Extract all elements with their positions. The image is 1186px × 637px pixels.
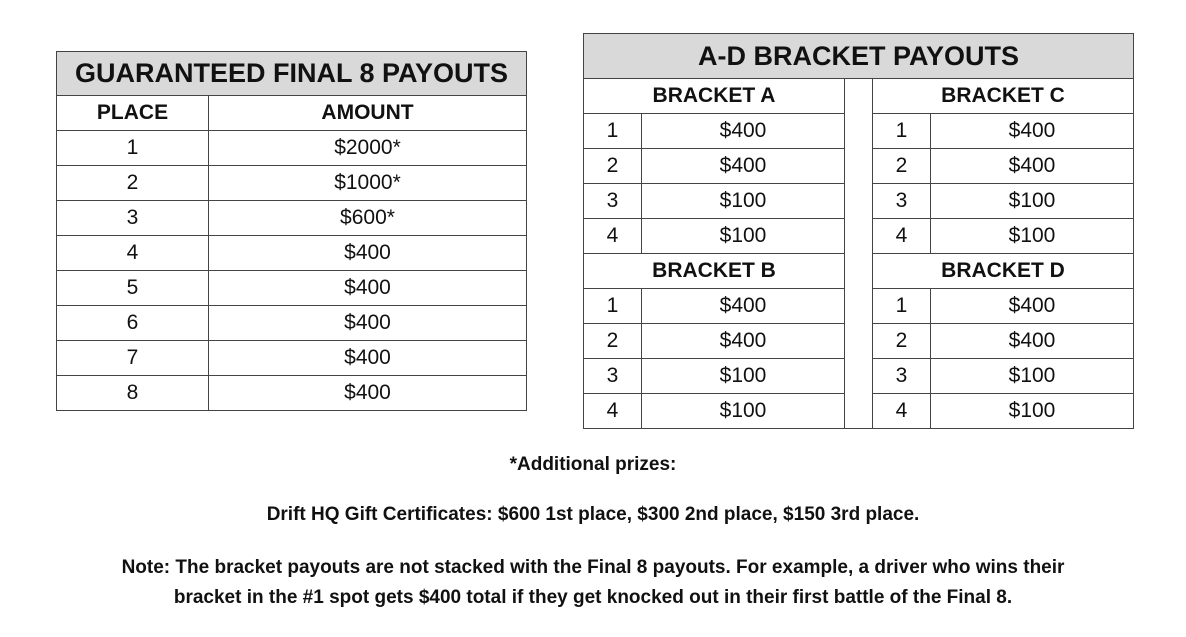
amount-cell: $400 xyxy=(642,149,845,184)
place-cell: 2 xyxy=(584,149,642,184)
place-cell: 3 xyxy=(584,184,642,219)
amount-cell: $400 xyxy=(209,306,527,341)
amount-cell: $600* xyxy=(209,201,527,236)
place-cell: 4 xyxy=(57,236,209,271)
place-cell: 5 xyxy=(57,271,209,306)
amount-cell: $100 xyxy=(642,394,845,429)
amount-cell: $400 xyxy=(642,289,845,324)
place-cell: 1 xyxy=(584,114,642,149)
place-cell: 2 xyxy=(584,324,642,359)
place-cell: 1 xyxy=(584,289,642,324)
bracket-b-header: BRACKET B xyxy=(584,254,845,289)
amount-cell: $100 xyxy=(931,394,1134,429)
amount-cell: $100 xyxy=(931,184,1134,219)
table-row xyxy=(57,236,527,271)
place-cell: 4 xyxy=(873,219,931,254)
amount-cell: $1000* xyxy=(209,166,527,201)
bracket-a-header: BRACKET A xyxy=(584,79,845,114)
stacking-note-line-2: bracket in the #1 spot gets $400 total if they get knocked out in their first battle of the Final 8. xyxy=(173,587,1013,608)
amount-cell: $400 xyxy=(642,114,845,149)
amount-cell: $100 xyxy=(931,359,1134,394)
table-row xyxy=(57,271,527,306)
place-cell: 4 xyxy=(584,394,642,429)
amount-cell: $400 xyxy=(209,376,527,411)
amount-cell: $400 xyxy=(931,289,1134,324)
amount-cell: $400 xyxy=(931,149,1134,184)
table-row xyxy=(57,201,527,236)
final8-title: GUARANTEED FINAL 8 PAYOUTS xyxy=(57,52,527,96)
bracket-d-header: BRACKET D xyxy=(873,254,1134,289)
amount-cell: $100 xyxy=(931,219,1134,254)
place-cell: 7 xyxy=(57,341,209,376)
place-cell: 1 xyxy=(873,114,931,149)
amount-cell: $400 xyxy=(209,271,527,306)
place-cell: 4 xyxy=(584,219,642,254)
bracket-title: A-D BRACKET PAYOUTS xyxy=(584,34,1134,79)
place-cell: 6 xyxy=(57,306,209,341)
table-row xyxy=(57,166,527,201)
table-row xyxy=(57,306,527,341)
amount-cell: $400 xyxy=(209,236,527,271)
amount-cell: $400 xyxy=(931,114,1134,149)
amount-cell: $400 xyxy=(209,341,527,376)
place-cell: 3 xyxy=(584,359,642,394)
bracket-divider xyxy=(845,79,873,429)
amount-cell: $100 xyxy=(642,219,845,254)
stacking-note xyxy=(0,553,1186,613)
place-cell: 2 xyxy=(873,149,931,184)
place-cell: 3 xyxy=(57,201,209,236)
amount-cell: $400 xyxy=(931,324,1134,359)
place-cell: 3 xyxy=(873,184,931,219)
stacking-note-line-1: Note: The bracket payouts are not stacked with the Final 8 payouts. For example, a driver who wins their xyxy=(121,557,1065,578)
place-cell: 4 xyxy=(873,394,931,429)
place-cell: 1 xyxy=(873,289,931,324)
final8-payout-table xyxy=(56,51,527,411)
amount-cell: $100 xyxy=(642,359,845,394)
bracket-c-header: BRACKET C xyxy=(873,79,1134,114)
bracket-payout-table xyxy=(583,33,1134,429)
additional-prizes-heading: *Additional prizes: xyxy=(509,454,677,475)
amount-cell: $400 xyxy=(642,324,845,359)
table-row xyxy=(57,376,527,411)
place-cell: 2 xyxy=(57,166,209,201)
gift-certificates-note: Drift HQ Gift Certificates: $600 1st place, $300 2nd place, $150 3rd place. xyxy=(266,504,920,525)
place-cell: 2 xyxy=(873,324,931,359)
table-row xyxy=(57,131,527,166)
place-cell: 8 xyxy=(57,376,209,411)
place-column-header: PLACE xyxy=(57,96,209,131)
amount-cell: $2000* xyxy=(209,131,527,166)
place-cell: 1 xyxy=(57,131,209,166)
amount-column-header: AMOUNT xyxy=(209,96,527,131)
amount-cell: $100 xyxy=(642,184,845,219)
place-cell: 3 xyxy=(873,359,931,394)
table-row xyxy=(57,341,527,376)
